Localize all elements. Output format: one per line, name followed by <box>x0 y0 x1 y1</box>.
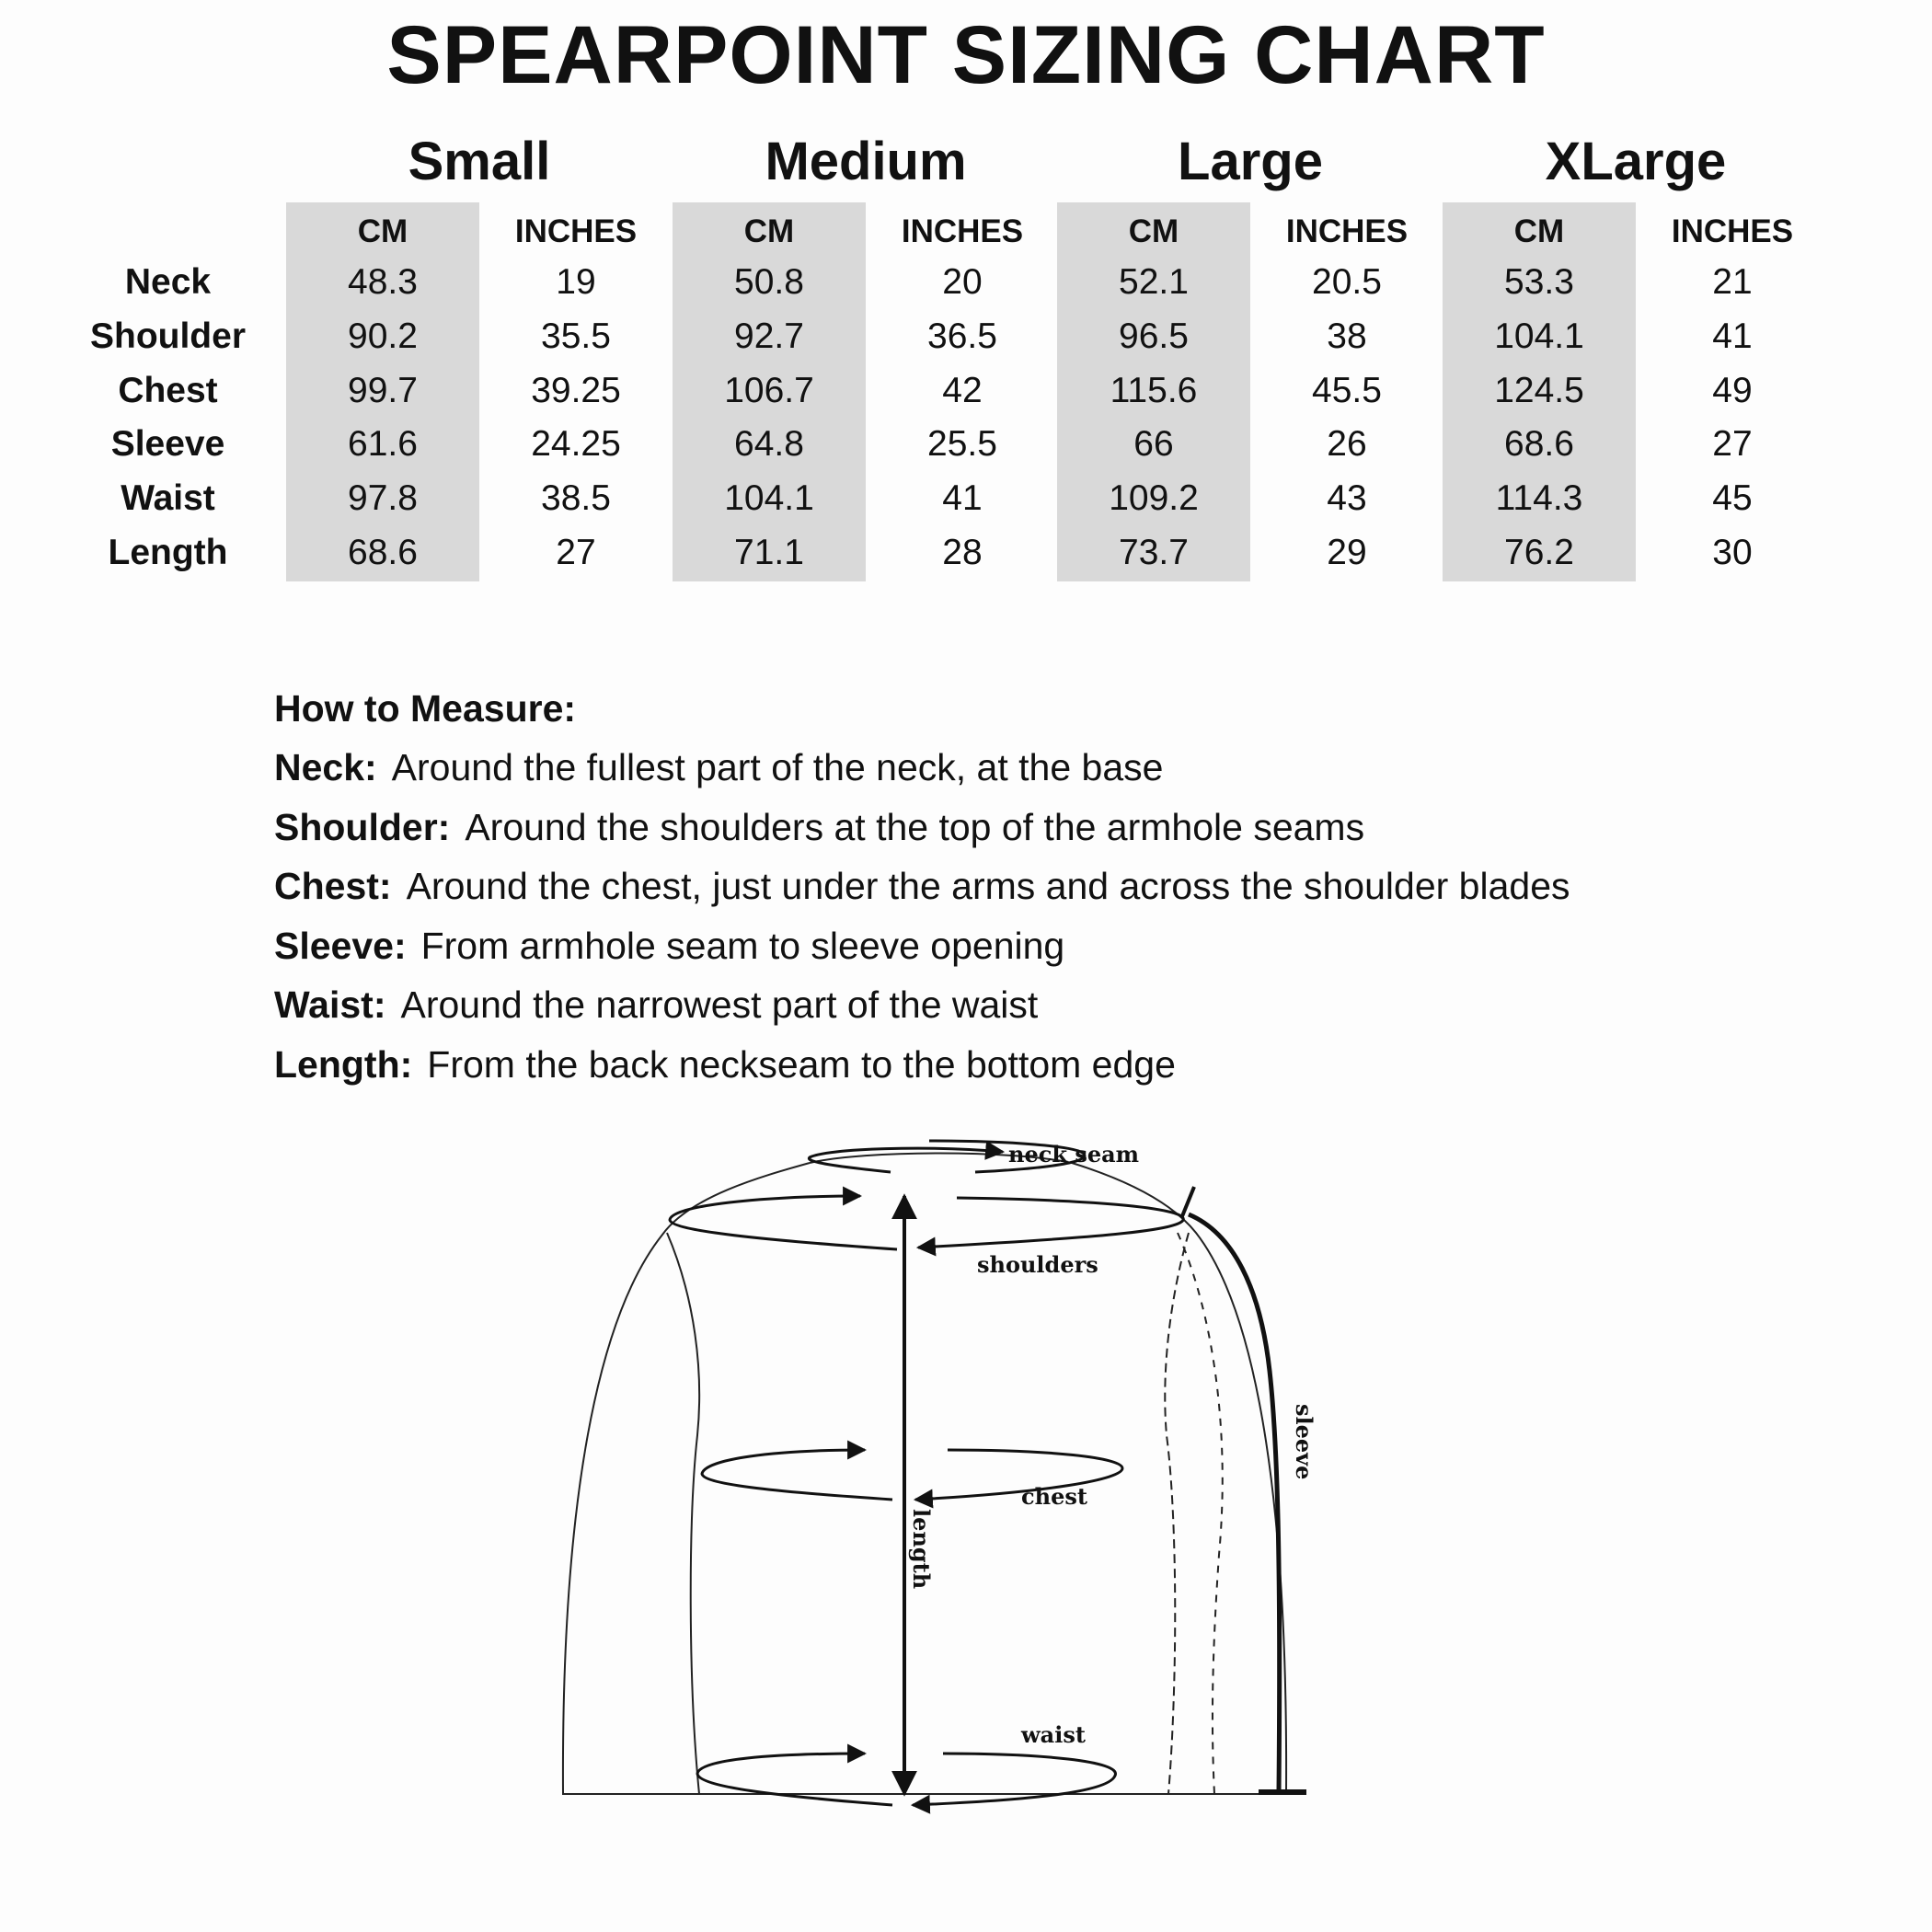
table-cell: 48.3 <box>348 262 418 302</box>
shirt-diagram-svg <box>534 1132 1362 1831</box>
table-cell: 53.3 <box>1504 262 1574 302</box>
table-cell: 109.2 <box>1109 478 1199 518</box>
table-cell: 66 <box>1133 424 1174 464</box>
shoulder-loop <box>670 1196 1183 1249</box>
table-cell: 45 <box>1712 478 1753 518</box>
table-cell: 41 <box>942 478 983 518</box>
table-cell: 43 <box>1327 478 1367 518</box>
label-chest: chest <box>1021 1483 1087 1510</box>
label-sleeve: sleeve <box>1291 1404 1317 1480</box>
label-waist: waist <box>1021 1721 1086 1748</box>
measure-item-sleeve <box>274 920 1570 980</box>
measure-description: Around the shoulders at the top of the armhole seams <box>465 805 1365 848</box>
table-cell: 71.1 <box>734 533 804 572</box>
table-cell: 36.5 <box>927 316 997 356</box>
measure-item-length <box>274 1039 1570 1098</box>
table-cell: 76.2 <box>1504 533 1574 572</box>
how-to-measure-heading: How to Measure: <box>274 687 577 730</box>
table-cell: 41 <box>1712 316 1753 356</box>
table-cell: 92.7 <box>734 316 804 356</box>
unit-header-large-cm: CM <box>1128 213 1179 249</box>
table-cell: 20 <box>942 262 983 302</box>
label-shoulders: shoulders <box>977 1251 1098 1278</box>
table-cell: 20.5 <box>1312 262 1382 302</box>
table-cell: 19 <box>556 262 596 302</box>
torso-left-outline <box>667 1233 699 1794</box>
table-cell: 28 <box>942 533 983 572</box>
table-cell: 27 <box>1712 424 1753 464</box>
waist-loop <box>697 1754 1115 1805</box>
table-cell: 73.7 <box>1119 533 1189 572</box>
table-cell: 61.6 <box>348 424 418 464</box>
measure-term: Sleeve: <box>274 924 407 967</box>
table-cell: 39.25 <box>531 371 621 410</box>
row-label-shoulder: Shoulder <box>89 316 246 356</box>
table-cell: 104.1 <box>1494 316 1584 356</box>
table-cell: 50.8 <box>734 262 804 302</box>
unit-header-large-inches: INCHES <box>1285 213 1409 249</box>
measure-item-shoulder <box>274 801 1570 861</box>
how-to-measure-section <box>274 683 1570 1098</box>
shirt-measurement-diagram <box>534 1132 1362 1831</box>
measure-item-chest <box>274 860 1570 920</box>
size-header-small: Small <box>408 132 551 191</box>
table-cell: 68.6 <box>1504 424 1574 464</box>
table-cell: 27 <box>556 533 596 572</box>
table-cell: 21 <box>1712 262 1753 302</box>
measure-description: Around the chest, just under the arms and across the shoulder blades <box>406 865 1570 908</box>
measure-term: Chest: <box>274 865 392 908</box>
table-cell: 124.5 <box>1494 371 1584 410</box>
table-cell: 90.2 <box>348 316 418 356</box>
table-cell: 24.25 <box>531 424 621 464</box>
unit-header-medium-inches: INCHES <box>901 213 1024 249</box>
right-side-seam <box>1178 1233 1223 1794</box>
table-cell: 29 <box>1327 533 1367 572</box>
table-cell: 45.5 <box>1312 371 1382 410</box>
row-label-chest: Chest <box>118 371 218 410</box>
size-header-medium: Medium <box>765 132 967 191</box>
table-cell: 26 <box>1327 424 1367 464</box>
table-cell: 68.6 <box>348 533 418 572</box>
table-cell: 115.6 <box>1110 371 1198 410</box>
table-cell: 114.3 <box>1495 478 1583 518</box>
table-cell: 38 <box>1327 316 1367 356</box>
table-cell: 30 <box>1712 533 1753 572</box>
table-cell: 96.5 <box>1119 316 1189 356</box>
table-cell: 99.7 <box>348 371 418 410</box>
unit-header-small-cm: CM <box>357 213 408 249</box>
size-header-xlarge: XLarge <box>1545 132 1727 191</box>
table-cell: 106.7 <box>724 371 814 410</box>
row-label-length: Length <box>108 533 228 572</box>
measure-term: Neck: <box>274 746 377 788</box>
table-cell: 104.1 <box>724 478 814 518</box>
measure-description: From the back neckseam to the bottom edge <box>427 1042 1176 1086</box>
label-neck-seam: neck seam <box>1008 1141 1140 1167</box>
page-title: SPEARPOINT SIZING CHART <box>386 8 1546 100</box>
shirt-outline <box>563 1154 1286 1795</box>
measure-description: Around the fullest part of the neck, at the base <box>391 746 1164 788</box>
measure-term: Shoulder: <box>274 805 451 848</box>
unit-header-medium-cm: CM <box>743 213 795 249</box>
row-label-waist: Waist <box>121 478 215 518</box>
left-sleeve-outline <box>563 1163 810 1794</box>
table-cell: 49 <box>1712 371 1753 410</box>
unit-header-xlarge-cm: CM <box>1513 213 1565 249</box>
measure-item-neck <box>274 742 1570 801</box>
row-label-neck: Neck <box>124 262 212 302</box>
torso-right-outline <box>1165 1233 1189 1794</box>
label-length: length <box>908 1509 935 1590</box>
measure-term: Waist: <box>274 983 386 1027</box>
measure-term: Length: <box>274 1042 413 1086</box>
table-cell: 52.1 <box>1119 262 1189 302</box>
size-header-large: Large <box>1178 132 1323 191</box>
sleeve-measure-line <box>1182 1187 1306 1792</box>
measure-item-waist <box>274 979 1570 1039</box>
table-cell: 64.8 <box>734 424 804 464</box>
measure-description: From armhole seam to sleeve opening <box>420 924 1065 967</box>
table-cell: 42 <box>942 371 983 410</box>
measure-description: Around the narrowest part of the waist <box>400 983 1039 1027</box>
unit-header-small-inches: INCHES <box>514 213 638 249</box>
unit-header-xlarge-inches: INCHES <box>1671 213 1794 249</box>
table-cell: 25.5 <box>927 424 997 464</box>
row-label-sleeve: Sleeve <box>110 424 225 464</box>
table-cell: 35.5 <box>541 316 611 356</box>
table-cell: 38.5 <box>541 478 611 518</box>
table-cell: 97.8 <box>348 478 418 518</box>
